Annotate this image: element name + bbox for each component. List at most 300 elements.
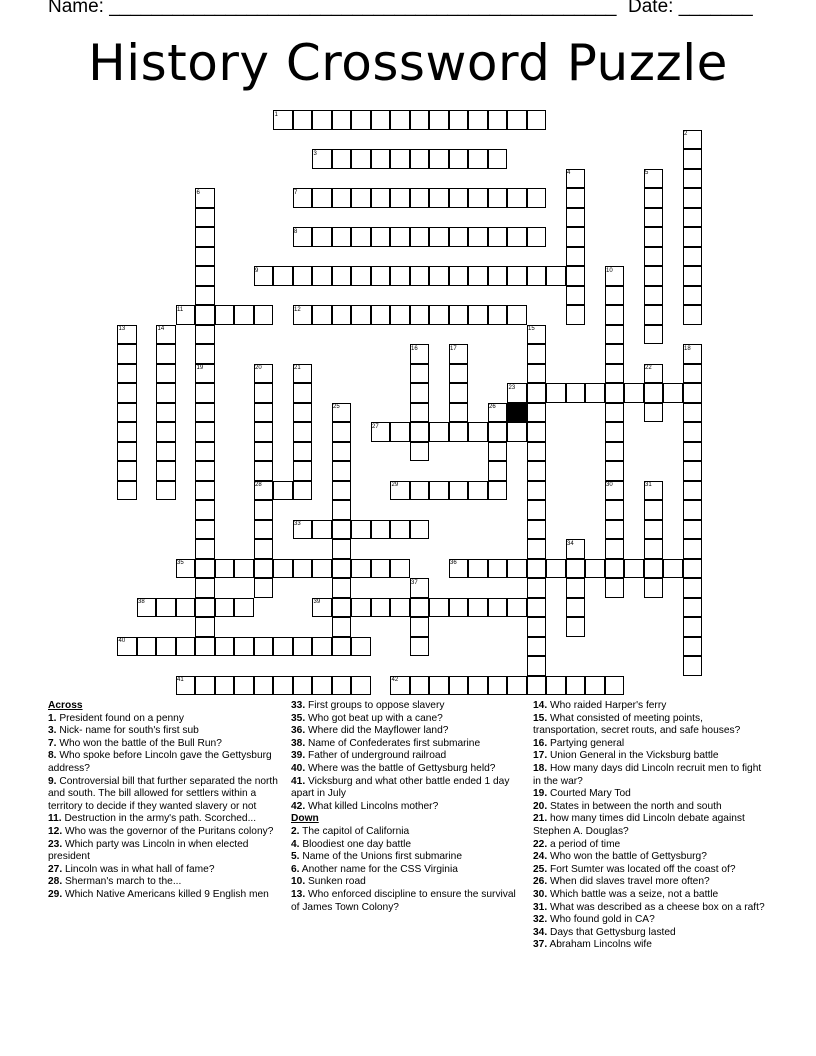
- grid-cell[interactable]: [195, 617, 215, 637]
- grid-cell[interactable]: [663, 559, 683, 579]
- grid-cell[interactable]: [195, 559, 215, 579]
- grid-cell[interactable]: [117, 364, 137, 384]
- grid-cell[interactable]: [254, 305, 274, 325]
- grid-cell[interactable]: [527, 383, 547, 403]
- grid-cell[interactable]: [566, 383, 586, 403]
- grid-cell[interactable]: [644, 188, 664, 208]
- grid-cell[interactable]: [410, 598, 430, 618]
- grid-cell[interactable]: [273, 559, 293, 579]
- grid-cell[interactable]: [468, 227, 488, 247]
- grid-cell[interactable]: [215, 598, 235, 618]
- grid-cell[interactable]: [488, 188, 508, 208]
- grid-cell[interactable]: [507, 266, 527, 286]
- grid-cell[interactable]: [566, 559, 586, 579]
- grid-cell[interactable]: [488, 149, 508, 169]
- grid-cell[interactable]: [683, 559, 703, 579]
- grid-cell[interactable]: [390, 266, 410, 286]
- grid-cell[interactable]: [644, 578, 664, 598]
- grid-cell[interactable]: [566, 305, 586, 325]
- grid-cell[interactable]: [429, 598, 449, 618]
- grid-cell[interactable]: [293, 637, 313, 657]
- grid-cell[interactable]: [137, 637, 157, 657]
- grid-cell[interactable]: [449, 383, 469, 403]
- grid-cell[interactable]: [410, 383, 430, 403]
- grid-cell[interactable]: [429, 481, 449, 501]
- grid-cell[interactable]: [351, 149, 371, 169]
- grid-cell[interactable]: [683, 227, 703, 247]
- grid-cell[interactable]: [488, 461, 508, 481]
- grid-cell[interactable]: [293, 403, 313, 423]
- grid-cell[interactable]: [390, 188, 410, 208]
- grid-cell[interactable]: [449, 110, 469, 130]
- grid-cell[interactable]: [449, 266, 469, 286]
- grid-cell[interactable]: [156, 403, 176, 423]
- grid-cell[interactable]: [371, 598, 391, 618]
- grid-cell[interactable]: [488, 598, 508, 618]
- grid-cell[interactable]: [195, 442, 215, 462]
- grid-cell[interactable]: [195, 266, 215, 286]
- grid-cell[interactable]: [332, 559, 352, 579]
- grid-cell[interactable]: [351, 520, 371, 540]
- grid-cell[interactable]: [371, 227, 391, 247]
- grid-cell[interactable]: [644, 227, 664, 247]
- grid-cell[interactable]: [585, 676, 605, 696]
- grid-cell[interactable]: [605, 442, 625, 462]
- grid-cell[interactable]: [293, 422, 313, 442]
- grid-cell[interactable]: [527, 422, 547, 442]
- grid-cell[interactable]: [195, 305, 215, 325]
- grid-cell[interactable]: [644, 266, 664, 286]
- grid-cell[interactable]: [332, 442, 352, 462]
- grid-cell[interactable]: [195, 422, 215, 442]
- grid-cell[interactable]: [234, 559, 254, 579]
- grid-cell[interactable]: [410, 149, 430, 169]
- grid-cell[interactable]: [156, 442, 176, 462]
- grid-cell[interactable]: [195, 539, 215, 559]
- grid-cell[interactable]: [195, 344, 215, 364]
- grid-cell[interactable]: [293, 110, 313, 130]
- grid-cell[interactable]: [429, 305, 449, 325]
- grid-cell[interactable]: [156, 344, 176, 364]
- grid-cell[interactable]: [488, 422, 508, 442]
- grid-cell[interactable]: [371, 305, 391, 325]
- grid-cell[interactable]: [468, 559, 488, 579]
- grid-cell[interactable]: [410, 110, 430, 130]
- grid-cell[interactable]: [624, 559, 644, 579]
- grid-cell[interactable]: [527, 403, 547, 423]
- grid-cell[interactable]: [468, 149, 488, 169]
- grid-cell[interactable]: [527, 578, 547, 598]
- grid-cell[interactable]: [683, 247, 703, 267]
- grid-cell[interactable]: [351, 305, 371, 325]
- grid-cell[interactable]: [390, 559, 410, 579]
- grid-cell[interactable]: [449, 305, 469, 325]
- grid-cell[interactable]: [683, 422, 703, 442]
- grid-cell[interactable]: [195, 578, 215, 598]
- grid-cell[interactable]: [410, 520, 430, 540]
- grid-cell[interactable]: [254, 676, 274, 696]
- grid-cell[interactable]: [488, 481, 508, 501]
- grid-cell[interactable]: [468, 598, 488, 618]
- grid-cell[interactable]: [293, 676, 313, 696]
- grid-cell[interactable]: [156, 481, 176, 501]
- grid-cell[interactable]: [195, 520, 215, 540]
- grid-cell[interactable]: [527, 539, 547, 559]
- grid-cell[interactable]: [683, 637, 703, 657]
- grid-cell[interactable]: [566, 227, 586, 247]
- grid-cell[interactable]: [488, 266, 508, 286]
- grid-cell[interactable]: [644, 539, 664, 559]
- grid-cell[interactable]: [605, 383, 625, 403]
- grid-cell[interactable]: [351, 266, 371, 286]
- grid-cell[interactable]: [254, 559, 274, 579]
- grid-cell[interactable]: [644, 286, 664, 306]
- grid-cell[interactable]: [312, 188, 332, 208]
- grid-cell[interactable]: [351, 227, 371, 247]
- grid-cell[interactable]: [683, 520, 703, 540]
- grid-cell[interactable]: [683, 442, 703, 462]
- grid-cell[interactable]: [605, 559, 625, 579]
- grid-cell[interactable]: [605, 422, 625, 442]
- grid-cell[interactable]: [488, 227, 508, 247]
- grid-cell[interactable]: [507, 305, 527, 325]
- grid-cell[interactable]: [195, 500, 215, 520]
- grid-cell[interactable]: [312, 110, 332, 130]
- grid-cell[interactable]: [468, 188, 488, 208]
- grid-cell[interactable]: [410, 422, 430, 442]
- grid-cell[interactable]: [605, 286, 625, 306]
- grid-cell[interactable]: [644, 208, 664, 228]
- grid-cell[interactable]: [527, 266, 547, 286]
- grid-cell[interactable]: [449, 227, 469, 247]
- grid-cell[interactable]: [312, 227, 332, 247]
- grid-cell[interactable]: [410, 442, 430, 462]
- grid-cell[interactable]: [449, 403, 469, 423]
- grid-cell[interactable]: [527, 227, 547, 247]
- grid-cell[interactable]: [332, 110, 352, 130]
- grid-cell[interactable]: [527, 637, 547, 657]
- grid-cell[interactable]: [390, 598, 410, 618]
- grid-cell[interactable]: [683, 403, 703, 423]
- grid-cell[interactable]: [683, 364, 703, 384]
- grid-cell[interactable]: [468, 676, 488, 696]
- grid-cell[interactable]: [312, 559, 332, 579]
- grid-cell[interactable]: [195, 637, 215, 657]
- grid-cell[interactable]: [683, 266, 703, 286]
- grid-cell[interactable]: [195, 286, 215, 306]
- grid-cell[interactable]: [371, 520, 391, 540]
- grid-cell[interactable]: [468, 422, 488, 442]
- grid-cell[interactable]: [605, 344, 625, 364]
- grid-cell[interactable]: [527, 656, 547, 676]
- grid-cell[interactable]: [507, 676, 527, 696]
- grid-cell[interactable]: [488, 676, 508, 696]
- grid-cell[interactable]: [273, 637, 293, 657]
- grid-cell[interactable]: [410, 227, 430, 247]
- grid-cell[interactable]: [449, 364, 469, 384]
- grid-cell[interactable]: [488, 110, 508, 130]
- grid-cell[interactable]: [293, 266, 313, 286]
- grid-cell[interactable]: [332, 676, 352, 696]
- grid-cell[interactable]: [195, 227, 215, 247]
- grid-cell[interactable]: [605, 578, 625, 598]
- grid-cell[interactable]: [351, 637, 371, 657]
- grid-cell[interactable]: [195, 403, 215, 423]
- grid-cell[interactable]: [410, 188, 430, 208]
- grid-cell[interactable]: [293, 442, 313, 462]
- grid-cell[interactable]: [195, 676, 215, 696]
- grid-cell[interactable]: [644, 559, 664, 579]
- grid-cell[interactable]: [254, 461, 274, 481]
- grid-cell[interactable]: [507, 227, 527, 247]
- grid-cell[interactable]: [117, 422, 137, 442]
- grid-cell[interactable]: [195, 461, 215, 481]
- grid-cell[interactable]: [156, 461, 176, 481]
- grid-cell[interactable]: [605, 520, 625, 540]
- grid-cell[interactable]: [195, 481, 215, 501]
- grid-cell[interactable]: [566, 247, 586, 267]
- grid-cell[interactable]: [312, 637, 332, 657]
- grid-cell[interactable]: [410, 617, 430, 637]
- grid-cell[interactable]: [371, 149, 391, 169]
- grid-cell[interactable]: [195, 383, 215, 403]
- grid-cell[interactable]: [390, 110, 410, 130]
- grid-cell[interactable]: [488, 559, 508, 579]
- grid-cell[interactable]: [566, 286, 586, 306]
- grid-cell[interactable]: [195, 247, 215, 267]
- grid-cell[interactable]: [273, 676, 293, 696]
- grid-cell[interactable]: [234, 637, 254, 657]
- grid-cell[interactable]: [566, 578, 586, 598]
- grid-cell[interactable]: [410, 305, 430, 325]
- grid-cell[interactable]: [644, 325, 664, 345]
- grid-cell[interactable]: [644, 305, 664, 325]
- grid-cell[interactable]: [527, 617, 547, 637]
- grid-cell[interactable]: [371, 188, 391, 208]
- grid-cell[interactable]: [254, 520, 274, 540]
- grid-cell[interactable]: [683, 617, 703, 637]
- grid-cell[interactable]: [527, 520, 547, 540]
- grid-cell[interactable]: [176, 637, 196, 657]
- grid-cell[interactable]: [527, 598, 547, 618]
- name-field-label[interactable]: Name: ________________________________________________: [48, 0, 617, 17]
- grid-cell[interactable]: [605, 676, 625, 696]
- grid-cell[interactable]: [585, 383, 605, 403]
- grid-cell[interactable]: [117, 461, 137, 481]
- grid-cell[interactable]: [254, 637, 274, 657]
- grid-cell[interactable]: [566, 266, 586, 286]
- grid-cell[interactable]: [351, 598, 371, 618]
- grid-cell[interactable]: [371, 110, 391, 130]
- grid-cell[interactable]: [624, 383, 644, 403]
- grid-cell[interactable]: [332, 520, 352, 540]
- grid-cell[interactable]: [371, 266, 391, 286]
- grid-cell[interactable]: [683, 188, 703, 208]
- grid-cell[interactable]: [410, 676, 430, 696]
- grid-cell[interactable]: [644, 520, 664, 540]
- grid-cell[interactable]: [117, 344, 137, 364]
- grid-cell[interactable]: [429, 422, 449, 442]
- grid-cell[interactable]: [449, 676, 469, 696]
- grid-cell[interactable]: [683, 461, 703, 481]
- grid-cell[interactable]: [644, 247, 664, 267]
- grid-cell[interactable]: [312, 266, 332, 286]
- grid-cell[interactable]: [293, 559, 313, 579]
- grid-cell[interactable]: [312, 676, 332, 696]
- grid-cell[interactable]: [156, 364, 176, 384]
- grid-cell[interactable]: [332, 637, 352, 657]
- grid-cell[interactable]: [468, 266, 488, 286]
- grid-cell[interactable]: [215, 676, 235, 696]
- grid-cell[interactable]: [410, 364, 430, 384]
- grid-cell[interactable]: [644, 383, 664, 403]
- grid-cell[interactable]: [605, 403, 625, 423]
- grid-cell[interactable]: [390, 227, 410, 247]
- grid-cell[interactable]: [332, 227, 352, 247]
- grid-cell[interactable]: [332, 617, 352, 637]
- grid-cell[interactable]: [429, 149, 449, 169]
- grid-cell[interactable]: [410, 481, 430, 501]
- grid-cell[interactable]: [332, 305, 352, 325]
- grid-cell[interactable]: [332, 188, 352, 208]
- grid-cell[interactable]: [605, 461, 625, 481]
- grid-cell[interactable]: [507, 598, 527, 618]
- grid-cell[interactable]: [683, 656, 703, 676]
- grid-cell[interactable]: [176, 598, 196, 618]
- grid-cell[interactable]: [215, 559, 235, 579]
- grid-cell[interactable]: [527, 481, 547, 501]
- grid-cell[interactable]: [156, 383, 176, 403]
- grid-cell[interactable]: [351, 110, 371, 130]
- grid-cell[interactable]: [390, 422, 410, 442]
- grid-cell[interactable]: [312, 520, 332, 540]
- grid-cell[interactable]: [332, 422, 352, 442]
- grid-cell[interactable]: [527, 364, 547, 384]
- grid-cell[interactable]: [293, 383, 313, 403]
- grid-cell[interactable]: [195, 598, 215, 618]
- grid-cell[interactable]: [156, 598, 176, 618]
- grid-cell[interactable]: [254, 403, 274, 423]
- grid-cell[interactable]: [468, 481, 488, 501]
- grid-cell[interactable]: [410, 637, 430, 657]
- grid-cell[interactable]: [605, 500, 625, 520]
- grid-cell[interactable]: [507, 110, 527, 130]
- grid-cell[interactable]: [605, 305, 625, 325]
- grid-cell[interactable]: [215, 637, 235, 657]
- grid-cell[interactable]: [566, 188, 586, 208]
- grid-cell[interactable]: [293, 481, 313, 501]
- grid-cell[interactable]: [117, 481, 137, 501]
- grid-cell[interactable]: [429, 188, 449, 208]
- grid-cell[interactable]: [234, 676, 254, 696]
- grid-cell[interactable]: [527, 188, 547, 208]
- grid-cell[interactable]: [683, 481, 703, 501]
- grid-cell[interactable]: [546, 266, 566, 286]
- grid-cell[interactable]: [546, 559, 566, 579]
- grid-cell[interactable]: [254, 442, 274, 462]
- grid-cell[interactable]: [449, 598, 469, 618]
- grid-cell[interactable]: [527, 676, 547, 696]
- grid-cell[interactable]: [566, 208, 586, 228]
- grid-cell[interactable]: [683, 286, 703, 306]
- grid-cell[interactable]: [683, 383, 703, 403]
- grid-cell[interactable]: [683, 539, 703, 559]
- grid-cell[interactable]: [429, 266, 449, 286]
- grid-cell[interactable]: [683, 169, 703, 189]
- grid-cell[interactable]: [332, 481, 352, 501]
- grid-cell[interactable]: [527, 110, 547, 130]
- grid-cell[interactable]: [234, 305, 254, 325]
- grid-cell[interactable]: [546, 676, 566, 696]
- grid-cell[interactable]: [429, 227, 449, 247]
- date-field-label[interactable]: Date: _______: [628, 0, 753, 17]
- grid-cell[interactable]: [527, 500, 547, 520]
- grid-cell[interactable]: [332, 539, 352, 559]
- grid-cell[interactable]: [351, 188, 371, 208]
- grid-cell[interactable]: [644, 500, 664, 520]
- grid-cell[interactable]: [527, 461, 547, 481]
- grid-cell[interactable]: [332, 461, 352, 481]
- grid-cell[interactable]: [293, 461, 313, 481]
- grid-cell[interactable]: [195, 208, 215, 228]
- grid-cell[interactable]: [488, 442, 508, 462]
- grid-cell[interactable]: [488, 305, 508, 325]
- grid-cell[interactable]: [117, 383, 137, 403]
- grid-cell[interactable]: [117, 403, 137, 423]
- grid-cell[interactable]: [468, 110, 488, 130]
- grid-cell[interactable]: [156, 637, 176, 657]
- grid-cell[interactable]: [683, 578, 703, 598]
- grid-cell[interactable]: [195, 325, 215, 345]
- grid-cell[interactable]: [449, 481, 469, 501]
- grid-cell[interactable]: [683, 149, 703, 169]
- grid-cell[interactable]: [507, 422, 527, 442]
- grid-cell[interactable]: [605, 325, 625, 345]
- grid-cell[interactable]: [371, 559, 391, 579]
- grid-cell[interactable]: [429, 110, 449, 130]
- grid-cell[interactable]: [254, 578, 274, 598]
- grid-cell[interactable]: [254, 383, 274, 403]
- grid-cell[interactable]: [254, 422, 274, 442]
- grid-cell[interactable]: [507, 188, 527, 208]
- grid-cell[interactable]: [566, 617, 586, 637]
- grid-cell[interactable]: [273, 266, 293, 286]
- grid-cell[interactable]: [449, 188, 469, 208]
- grid-cell[interactable]: [507, 559, 527, 579]
- grid-cell[interactable]: [644, 403, 664, 423]
- grid-cell[interactable]: [605, 539, 625, 559]
- grid-cell[interactable]: [254, 500, 274, 520]
- grid-cell[interactable]: [215, 305, 235, 325]
- grid-cell[interactable]: [683, 208, 703, 228]
- grid-cell[interactable]: [429, 676, 449, 696]
- grid-cell[interactable]: [390, 520, 410, 540]
- grid-cell[interactable]: [663, 383, 683, 403]
- grid-cell[interactable]: [351, 559, 371, 579]
- grid-cell[interactable]: [332, 500, 352, 520]
- grid-cell[interactable]: [546, 383, 566, 403]
- grid-cell[interactable]: [332, 598, 352, 618]
- grid-cell[interactable]: [410, 403, 430, 423]
- grid-cell[interactable]: [332, 578, 352, 598]
- grid-cell[interactable]: [468, 305, 488, 325]
- grid-cell[interactable]: [117, 442, 137, 462]
- grid-cell[interactable]: [410, 266, 430, 286]
- grid-cell[interactable]: [683, 500, 703, 520]
- grid-cell[interactable]: [312, 305, 332, 325]
- grid-cell[interactable]: [527, 442, 547, 462]
- grid-cell[interactable]: [566, 676, 586, 696]
